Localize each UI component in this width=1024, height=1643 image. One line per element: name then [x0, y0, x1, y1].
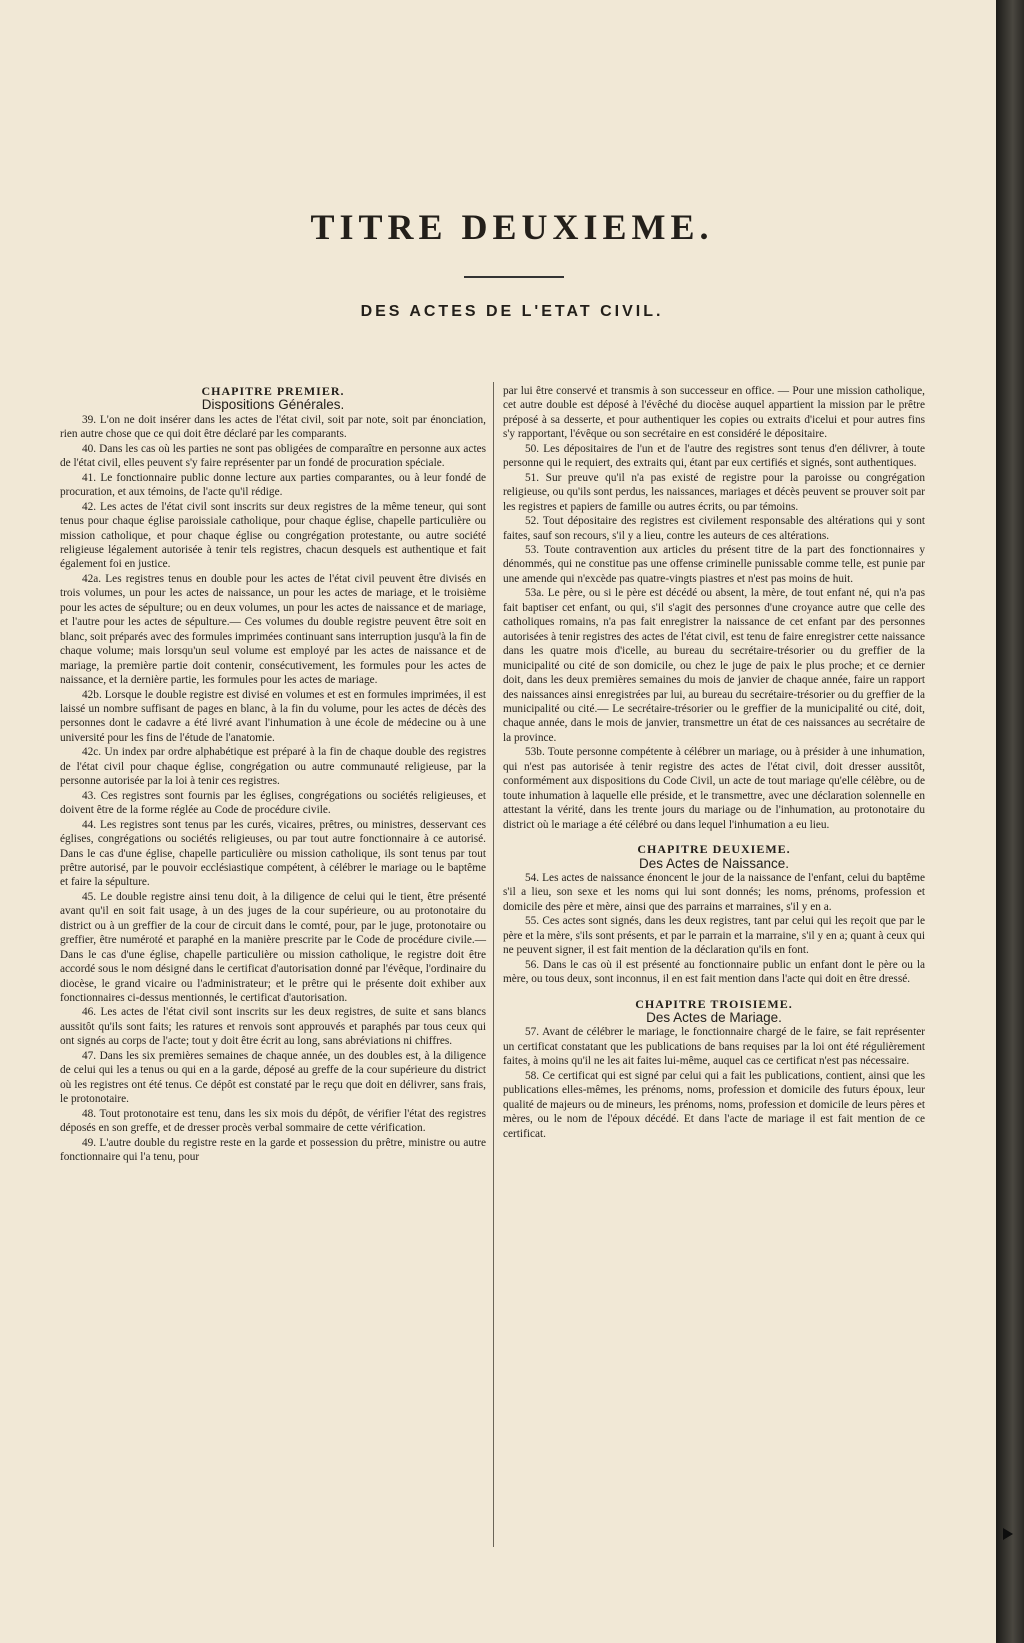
right-column: [503, 384, 925, 1141]
article-paragraph: 55. Ces actes sont signés, dans les deux registres, tant par celui qui les reçoit que par le père et la mère, s'ils sont présents, et par le parrain et la marraine, s'il y en a; quant à ceux qui ne peuvent signer, il est fait mention de la déclaration qu'ils en font.: [503, 915, 925, 957]
page-subtitle: DES ACTES DE L'ETAT CIVIL.: [360, 303, 664, 320]
chapter-heading: CHAPITRE DEUXIEME.: [637, 842, 791, 857]
article-paragraph: 45. Le double registre ainsi tenu doit, à la diligence de celui qui le tient, être présenté avant qu'il en soit fait usage, à un des juges de la cour supérieure, ou au protonotaire du district ou à un greffier de la cour de circuit dans le comté, pour, par le juge, protonotaire ou greffier, être numéroté et paraphé en la manière prescrite par le Code de procédure civile.—Dans le cas d'une église, chapelle particulière ou mission catholique, le registre doit être accordé sous le nom désigné dans le certificat d'autorisation donné par l'évêque, l'ordinaire du diocèse, le grand vicaire ou l'administrateur; et le prêtre qui le présente doit exhiber aux fonctionnaires ci-dessus mentionnés, le certificat d'autorisation.: [60, 890, 486, 1005]
section-heading: Des Actes de Mariage.: [646, 1010, 782, 1026]
article-paragraph: 51. Sur preuve qu'il n'a pas existé de registre pour la paroisse ou congrégation religieuse, ou qu'ils sont perdus, les naissances, mariages et décès peuvent se prouver soit par les registres et papiers de famille ou autres écrits, ou par témoins.: [503, 471, 925, 513]
article-paragraph: 46. Les actes de l'état civil sont inscrits sur les deux registres, de suite et sans blancs aussitôt qu'ils sont faits; les ratures et renvois sont approuvés et paraphés par tous ceux qui ont signés au corps de l'acte; tout y doit être écrit au long, sans abréviations ni chiffres.: [60, 1006, 486, 1048]
article-paragraph: 42a. Les registres tenus en double pour les actes de l'état civil peuvent être divisés en trois volumes, un pour les actes de naissance, un pour les actes de mariage, et le troisième pour les actes de sépulture; ou en deux volumes, un pour les actes de naissance et de mariage, et l'autre pour les actes de sépulture.— Ces volumes du double registre peuvent être soit en blanc, soit préparés avec des formules imprimées continuant sans interruption jusqu'à la fin de chaque volume; mais lorsqu'un seul volume est employé par les actes de naissance et de mariage, la première partie doit contenir, consécutivement, les formules pour les actes de naissance, et la dernière partie, les formules pour les actes de mariage.: [60, 572, 486, 687]
article-paragraph: 53. Toute contravention aux articles du présent titre de la part des fonctionnaires y dénommés, qui ne constitue pas une offense criminelle punissable comme telle, est punie par une amende qui n'excède pas quatre-vingts piastres et n'est pas moins de huit.: [503, 543, 925, 585]
left-column: [60, 384, 486, 1164]
article-paragraph: 42c. Un index par ordre alphabétique est préparé à la fin de chaque double des registres de l'état civil pour chaque église, congrégation ou autre communauté religieuse, par la personne autorisée par la loi à tenir ces registres.: [60, 746, 486, 788]
spacer: [503, 987, 925, 997]
section-heading: Dispositions Générales.: [201, 397, 345, 413]
spacer: [503, 832, 925, 842]
article-paragraph: 43. Ces registres sont fournis par les églises, congrégations ou sociétés religieuses, et doivent être de la forme réglée au Code de procédure civile.: [60, 789, 486, 817]
article-paragraph: 48. Tout protonotaire est tenu, dans les six mois du dépôt, de vérifier l'état des registres déposés en son greffe, et de dresser procès verbal sommaire de cette vérification.: [60, 1107, 486, 1135]
article-paragraph: 40. Dans les cas où les parties ne sont pas obligées de comparaître en personne aux actes de l'état civil, elles peuvent s'y faire représenter par un fondé de procuration spéciale.: [60, 442, 486, 470]
column-divider: [493, 382, 494, 1547]
article-paragraph: 57. Avant de célébrer le mariage, le fonctionnaire chargé de le faire, se fait représenter un certificat constatant que les publications de bans requises par la loi ont été régulièrement faites, à moins qu'il ne les ait faites lui-même, auquel cas ce certificat n'est pas nécessaire.: [503, 1026, 925, 1068]
article-paragraph: 44. Les registres sont tenus par les curés, vicaires, prêtres, ou ministres, desservant ces églises, congrégations ou sociétés religieuses, ou par tout autre fonctionnaire à ce autorisé. Dans le cas d'une église, chapelle particulière ou mission catholique, ils sont tenus par tout prêtre autorisé, par le pouvoir ecclésiastique compétent, à célébrer le mariage ou le baptême et faire la sépulture.: [60, 818, 486, 889]
page-edge-arrow-icon: [1003, 1528, 1013, 1540]
section-heading: Des Actes de Naissance.: [638, 855, 790, 871]
article-paragraph: 41. Le fonctionnaire public donne lecture aux parties comparantes, ou à leur fondé de procuration, et aux témoins, de l'acte qu'il rédige.: [60, 471, 486, 499]
chapter-heading: CHAPITRE TROISIEME.: [635, 996, 793, 1011]
article-paragraph: 58. Ce certificat qui est signé par celui qui a fait les publications, contient, ainsi que les publications elles-mêmes, les prénoms, noms, profession et domicile des futurs époux, leur qualité de majeurs ou de mineurs, les prénoms, noms, profession et domicile de leurs pères et mères, ou le nom de l'époux décédé. Et dans l'acte de mariage il est fait mention de ce certificat.: [503, 1069, 925, 1140]
article-paragraph: 49. L'autre double du registre reste en la garde et possession du prêtre, ministre ou autre fonctionnaire qui l'a tenu, pour: [60, 1136, 486, 1164]
article-paragraph: 54. Les actes de naissance énoncent le jour de la naissance de l'enfant, celui du baptême s'il a lieu, son sexe et les noms qui lui sont donnés; les noms, prénoms, profession et domicile des père et mère, ainsi que des parrains et marraines, s'il y en a.: [503, 871, 925, 913]
chapter-heading: CHAPITRE PREMIER.: [201, 384, 345, 398]
article-paragraph: par lui être conservé et transmis à son successeur en office. — Pour une mission catholique, cet autre double est déposé à l'évêché du diocèse auquel appartient la mission par le prêtre préposé à sa desserte, et pour authentiquer les copies ou extraits d'icelui et pour autres fins s'y rapportant, l'évêque ou son secrétaire en est considéré le dépositaire.: [503, 385, 925, 441]
title-rule: [464, 276, 564, 278]
article-paragraph: 50. Les dépositaires de l'un et de l'autre des registres sont tenus d'en délivrer, à toute personne qui le requiert, des extraits qui, étant par eux certifiés et signés, sont authentiques.: [503, 442, 925, 470]
article-paragraph: 47. Dans les six premières semaines de chaque année, un des doubles est, à la diligence de celui qui les a tenus ou qui en a la garde, déposé au greffe de la cour supérieure du district où les registres ont été tenus. Ce dépôt est constaté par le reçu que doit en délivrer, sans frais, le protonotaire.: [60, 1049, 486, 1106]
article-paragraph: 52. Tout dépositaire des registres est civilement responsable des altérations qui y sont faites, sauf son recours, s'il y a lieu, contre les auteurs de ces altérations.: [503, 515, 925, 542]
article-paragraph: 42. Les actes de l'état civil sont inscrits sur deux registres de la même teneur, qui sont tenus pour chaque église paroissiale catholique, pour chaque église, chapelle particulière ou mission catholique, et pour chaque église ou congrégation protestante, ou autre société religieuse légalement autorisée à tenir tels registres, chacun desquels est authentique et fait également foi en justice.: [60, 500, 486, 571]
page-title: TITRE DEUXIEME.: [310, 207, 714, 247]
article-paragraph: 56. Dans le cas où il est présenté au fonctionnaire public un enfant dont le père ou la mère, ou tous deux, sont inconnus, il en est fait mention dans l'acte qui doit en être dressé.: [503, 958, 925, 986]
article-paragraph: 53a. Le père, ou si le père est décédé ou absent, la mère, de tout enfant né, qui n'a pas fait baptiser cet enfant, ou qui, s'il s'agit des personnes d'une croyance autre que celle des catholiques romains, n'a pas fait enregistrer la naissance de cet enfant par des personnes autorisées à tenir registres des actes de l'état civil, est tenu de faire enregistrer cette naissance dans les quatre mois d'icelle, au bureau du secrétaire-trésorier ou du greffier de la municipalité ou cité de son domicile, ou chez le juge de paix le plus proche; et ce dernier doit, dans les deux premières semaines du mois de janvier de chaque année, faire un rapport des naissances ainsi enregistrées par lui, au bureau du secrétaire-trésorier ou du greffier de la municipalité ou cité.— Le secrétaire-trésorier ou le greffier de la municipalité ou cité, doit, chaque année, dans le mois de janvier, transmettre un état de ces naissances au secrétaire de la province.: [503, 587, 925, 744]
article-paragraph: 39. L'on ne doit insérer dans les actes de l'état civil, soit par note, soit par énonciation, rien autre chose que ce qui doit être déclaré par les comparants.: [60, 413, 486, 441]
article-paragraph: 42b. Lorsque le double registre est divisé en volumes et est en formules imprimées, il est laissé un nombre suffisant de pages en blanc, à la fin du volume, pour les actes de décès des personnes dont le cadavre a été livré avant l'inhumation à une école de médecine ou à une université pour les fins de l'étude de l'anatomie.: [60, 688, 486, 744]
book-spine: [996, 0, 1024, 1643]
article-paragraph: 53b. Toute personne compétente à célébrer un mariage, ou à présider à une inhumation, qui n'est pas autorisée à tenir registre des actes de l'état civil, doit dresser aussitôt, conformément aux dispositions du Code Civil, un acte de tout mariage qu'elle célèbre, ou de toute inhumation à laquelle elle préside, et le transmettre, avec une déclaration solennelle en attestant la vérité, dans les trente jours du mariage ou de l'inhumation, au protonotaire du district où le mariage a été célébré ou dans lequel l'inhumation a eu lieu.: [503, 746, 925, 831]
